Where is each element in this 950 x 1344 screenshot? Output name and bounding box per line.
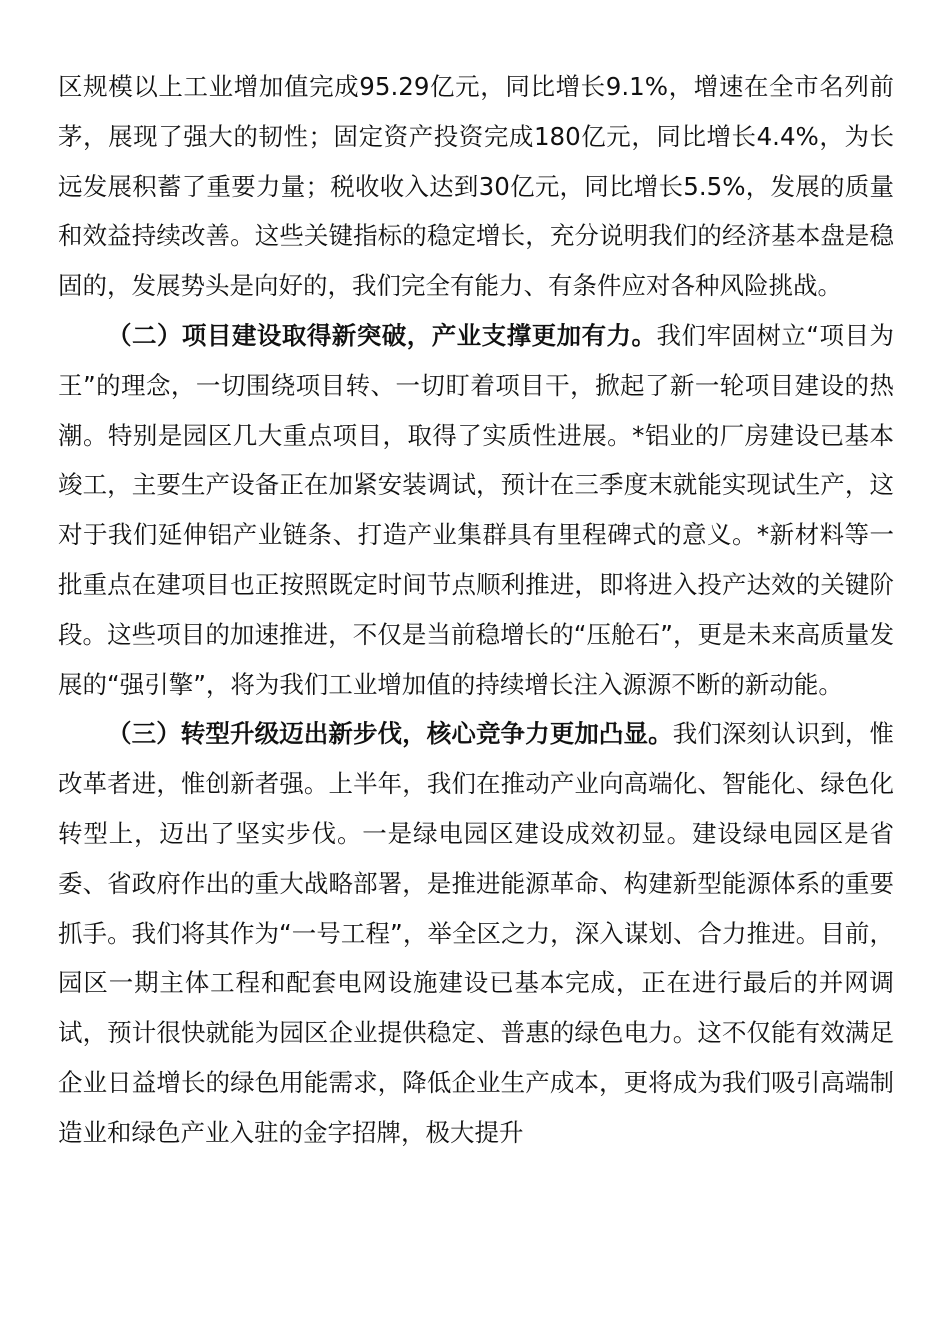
document-body (58, 62, 894, 1158)
paragraph-project-construction (58, 311, 894, 709)
paragraph-text: 我们深刻认识到，惟改革者进，惟创新者强。上半年，我们在推动产业向高端化、智能化、绿色化转型上，迈出了坚实步伐。一是绿电园区建设成效初显。建设绿电园区是省委、省政府作出的重大战略部署，是推进能源革命、构建新型能源体系的重要抓手。我们将其作为“一号工程”，举全区之力，深入谋划、合力推进。目前，园区一期主体工程和配套电网设施建设已基本完成，正在进行最后的并网调试，预计很快就能为园区企业提供稳定、普惠的绿色电力。这不仅能有效满足企业日益增长的绿色用能需求，降低企业生产成本，更将成为我们吸引高端制造业和绿色产业入驻的金字招牌，极大提升 (58, 719, 895, 1147)
paragraph-economic-indicators (58, 62, 894, 311)
paragraph-text: 区规模以上工业增加值完成95.29亿元，同比增长9.1%，增速在全市名列前茅，展现了强大的韧性；固定资产投资完成180亿元，同比增长4.4%，为长远发展积蓄了重要力量；税收收入达到30亿元，同比增长5.5%，发展的质量和效益持续改善。这些关键指标的稳定增长，充分说明我们的经济基本盘是稳固的，发展势头是向好的，我们完全有能力、有条件应对各种风险挑战。 (58, 72, 894, 301)
paragraph-text: 我们牢固树立“项目为王”的理念，一切围绕项目转、一切盯着项目干，掀起了新一轮项目建设的热潮。特别是园区几大重点项目，取得了实质性进展。*铝业的厂房建设已基本竣工，主要生产设备正在加紧安装调试，预计在三季度末就能实现试生产，这对于我们延伸铝产业链条、打造产业集群具有里程碑式的意义。*新材料等一批重点在建项目也正按照既定时间节点顺利推进，即将进入投产达效的关键阶段。这些项目的加速推进，不仅是当前稳增长的“压舱石”，更是未来高质量发展的“强引擎”，将为我们工业增加值的持续增长注入源源不断的新动能。 (58, 320, 894, 699)
section-heading-2: （二）项目建设取得新突破，产业支撑更加有力。 (107, 320, 657, 350)
section-heading-3: （三）转型升级迈出新步伐，核心竞争力更加凸显。 (107, 719, 673, 749)
paragraph-transformation-upgrade (58, 709, 894, 1157)
